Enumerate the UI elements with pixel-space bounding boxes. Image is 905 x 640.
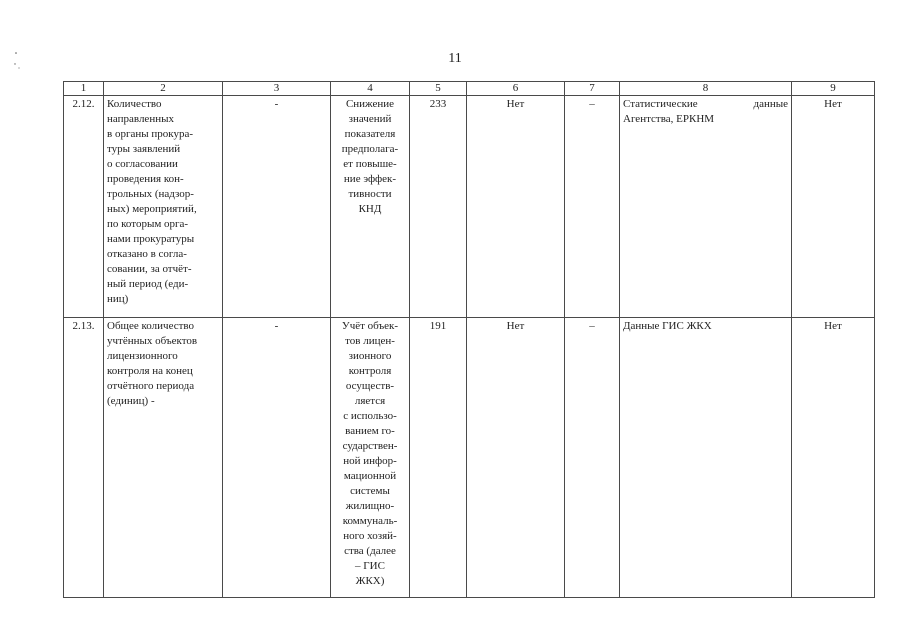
scan-specks xyxy=(10,50,30,80)
column-header-8: 8 xyxy=(620,82,792,96)
column-header-7: 7 xyxy=(565,82,620,96)
cell-col3: - xyxy=(223,96,331,318)
column-header-4: 4 xyxy=(331,82,410,96)
header-row xyxy=(64,82,875,96)
indicator-value: 233 xyxy=(410,96,467,318)
indicator-note: Учёт объек- тов лицен- зионного контроля осуществ- ляется с использо- ванием го- сударствен- ной инфор- мационной системы жилищно- коммуналь- ного хозяй- ства (далее – ГИС ЖКХ) xyxy=(331,318,410,598)
column-header-1: 1 xyxy=(64,82,104,96)
cell-col6: Нет xyxy=(467,318,565,598)
page-number: 11 xyxy=(448,51,462,66)
indicator-table xyxy=(63,81,875,598)
indicator-value: 191 xyxy=(410,318,467,598)
table-row xyxy=(64,96,875,318)
cell-col9: Нет xyxy=(792,318,875,598)
row-number: 2.13. xyxy=(64,318,104,598)
data-source: Данные ГИС ЖКХ xyxy=(620,318,792,598)
data-source: Статистические данные Агентства, ЕРКНМ xyxy=(620,96,792,318)
cell-col7: – xyxy=(565,96,620,318)
cell-col3: - xyxy=(223,318,331,598)
indicator-name: Количество направленных в органы прокура- туры заявлений о согласовании проведения кон- трольных (надзор- ных) мероприятий, по которым орга- нами прокуратуры отказано в согла- совании, за отчёт- ный период (еди- ниц) xyxy=(104,96,223,318)
indicator-name: Общее количество учтённых объектов лицензионного контроля на конец отчётного периода (единиц) - xyxy=(104,318,223,598)
cell-col6: Нет xyxy=(467,96,565,318)
column-header-5: 5 xyxy=(410,82,467,96)
column-header-6: 6 xyxy=(467,82,565,96)
column-header-3: 3 xyxy=(223,82,331,96)
column-header-2: 2 xyxy=(104,82,223,96)
table-row xyxy=(64,318,875,598)
cell-col7: – xyxy=(565,318,620,598)
column-header-9: 9 xyxy=(792,82,875,96)
row-number: 2.12. xyxy=(64,96,104,318)
indicator-note: Снижение значений показателя предполага- ет повыше- ние эффек- тивности КНД xyxy=(331,96,410,318)
cell-col9: Нет xyxy=(792,96,875,318)
